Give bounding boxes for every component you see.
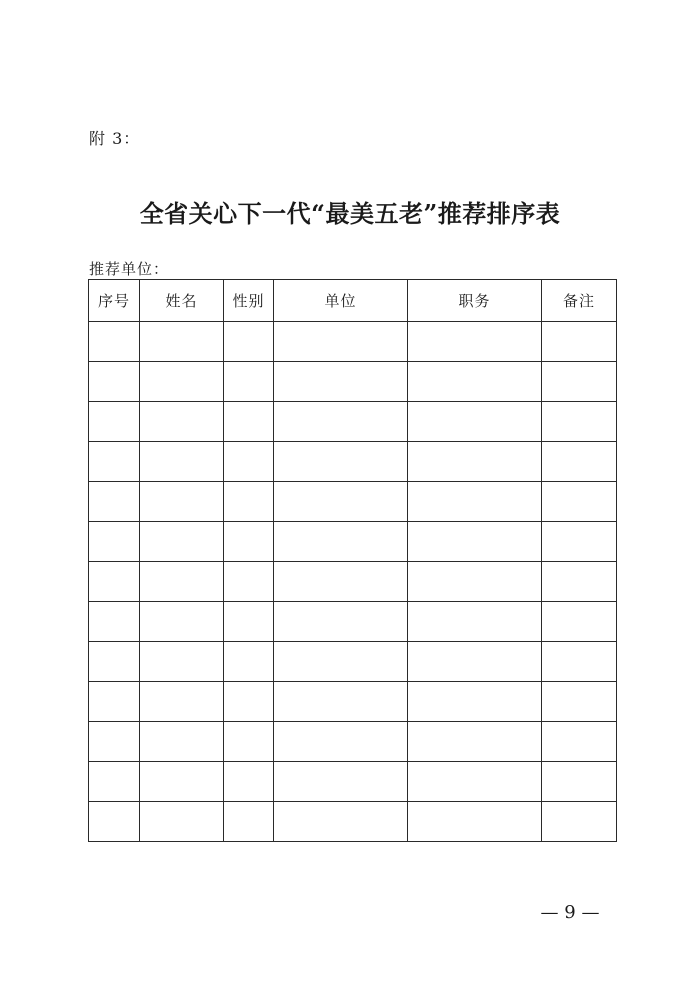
unit-cell (274, 562, 408, 602)
name-cell (140, 602, 224, 642)
unit-cell (274, 602, 408, 642)
serial-number-cell (89, 802, 140, 842)
serial-number-cell (89, 562, 140, 602)
name-cell (140, 802, 224, 842)
table-row (89, 322, 617, 362)
table-row (89, 602, 617, 642)
gender-cell (224, 522, 274, 562)
name-cell (140, 682, 224, 722)
serial-number-cell (89, 362, 140, 402)
unit-cell (274, 322, 408, 362)
position-cell (408, 682, 542, 722)
table-header-row (89, 280, 617, 322)
serial-number-cell (89, 402, 140, 442)
name-cell (140, 722, 224, 762)
gender-cell (224, 722, 274, 762)
table-row (89, 362, 617, 402)
recommending-unit-label: 推荐单位： (89, 260, 170, 278)
name-cell (140, 322, 224, 362)
unit-cell (274, 722, 408, 762)
gender-cell (224, 762, 274, 802)
unit-cell (274, 362, 408, 402)
table-body (89, 322, 617, 842)
unit-cell (274, 522, 408, 562)
gender-cell (224, 642, 274, 682)
position-cell (408, 362, 542, 402)
remarks-cell (542, 602, 617, 642)
position-cell (408, 642, 542, 682)
remarks-cell (542, 722, 617, 762)
unit-cell (274, 442, 408, 482)
unit-cell (274, 482, 408, 522)
header-remarks: 备注 (542, 280, 617, 322)
name-cell (140, 362, 224, 402)
remarks-cell (542, 682, 617, 722)
unit-cell (274, 402, 408, 442)
gender-cell (224, 682, 274, 722)
remarks-cell (542, 522, 617, 562)
name-cell (140, 482, 224, 522)
table-row (89, 802, 617, 842)
gender-cell (224, 562, 274, 602)
unit-cell (274, 802, 408, 842)
unit-cell (274, 642, 408, 682)
remarks-cell (542, 402, 617, 442)
ranking-table-container (88, 279, 617, 842)
position-cell (408, 802, 542, 842)
remarks-cell (542, 802, 617, 842)
ranking-table (88, 279, 617, 842)
gender-cell (224, 442, 274, 482)
header-name: 姓名 (140, 280, 224, 322)
position-cell (408, 522, 542, 562)
unit-cell (274, 682, 408, 722)
serial-number-cell (89, 322, 140, 362)
unit-cell (274, 762, 408, 802)
header-position: 职务 (408, 280, 542, 322)
table-row (89, 442, 617, 482)
header-gender: 性别 (224, 280, 274, 322)
table-row (89, 722, 617, 762)
serial-number-cell (89, 602, 140, 642)
header-serial-number: 序号 (89, 280, 140, 322)
position-cell (408, 762, 542, 802)
remarks-cell (542, 322, 617, 362)
name-cell (140, 522, 224, 562)
gender-cell (224, 322, 274, 362)
table-row (89, 682, 617, 722)
name-cell (140, 642, 224, 682)
name-cell (140, 402, 224, 442)
remarks-cell (542, 762, 617, 802)
serial-number-cell (89, 482, 140, 522)
serial-number-cell (89, 722, 140, 762)
gender-cell (224, 802, 274, 842)
header-unit: 单位 (274, 280, 408, 322)
remarks-cell (542, 442, 617, 482)
remarks-cell (542, 642, 617, 682)
gender-cell (224, 482, 274, 522)
position-cell (408, 442, 542, 482)
table-row (89, 482, 617, 522)
remarks-cell (542, 362, 617, 402)
page-number: — 9 — (540, 902, 600, 923)
serial-number-cell (89, 522, 140, 562)
gender-cell (224, 402, 274, 442)
table-row (89, 762, 617, 802)
position-cell (408, 602, 542, 642)
name-cell (140, 562, 224, 602)
position-cell (408, 722, 542, 762)
name-cell (140, 762, 224, 802)
gender-cell (224, 602, 274, 642)
position-cell (408, 402, 542, 442)
gender-cell (224, 362, 274, 402)
position-cell (408, 482, 542, 522)
name-cell (140, 442, 224, 482)
table-row (89, 522, 617, 562)
remarks-cell (542, 482, 617, 522)
document-title: 全省关心下一代“最美五老”推荐排序表 (139, 199, 561, 228)
serial-number-cell (89, 762, 140, 802)
table-row (89, 642, 617, 682)
table-row (89, 402, 617, 442)
position-cell (408, 322, 542, 362)
serial-number-cell (89, 682, 140, 722)
serial-number-cell (89, 642, 140, 682)
position-cell (408, 562, 542, 602)
table-row (89, 562, 617, 602)
attachment-label: 附 3： (89, 129, 141, 148)
remarks-cell (542, 562, 617, 602)
serial-number-cell (89, 442, 140, 482)
